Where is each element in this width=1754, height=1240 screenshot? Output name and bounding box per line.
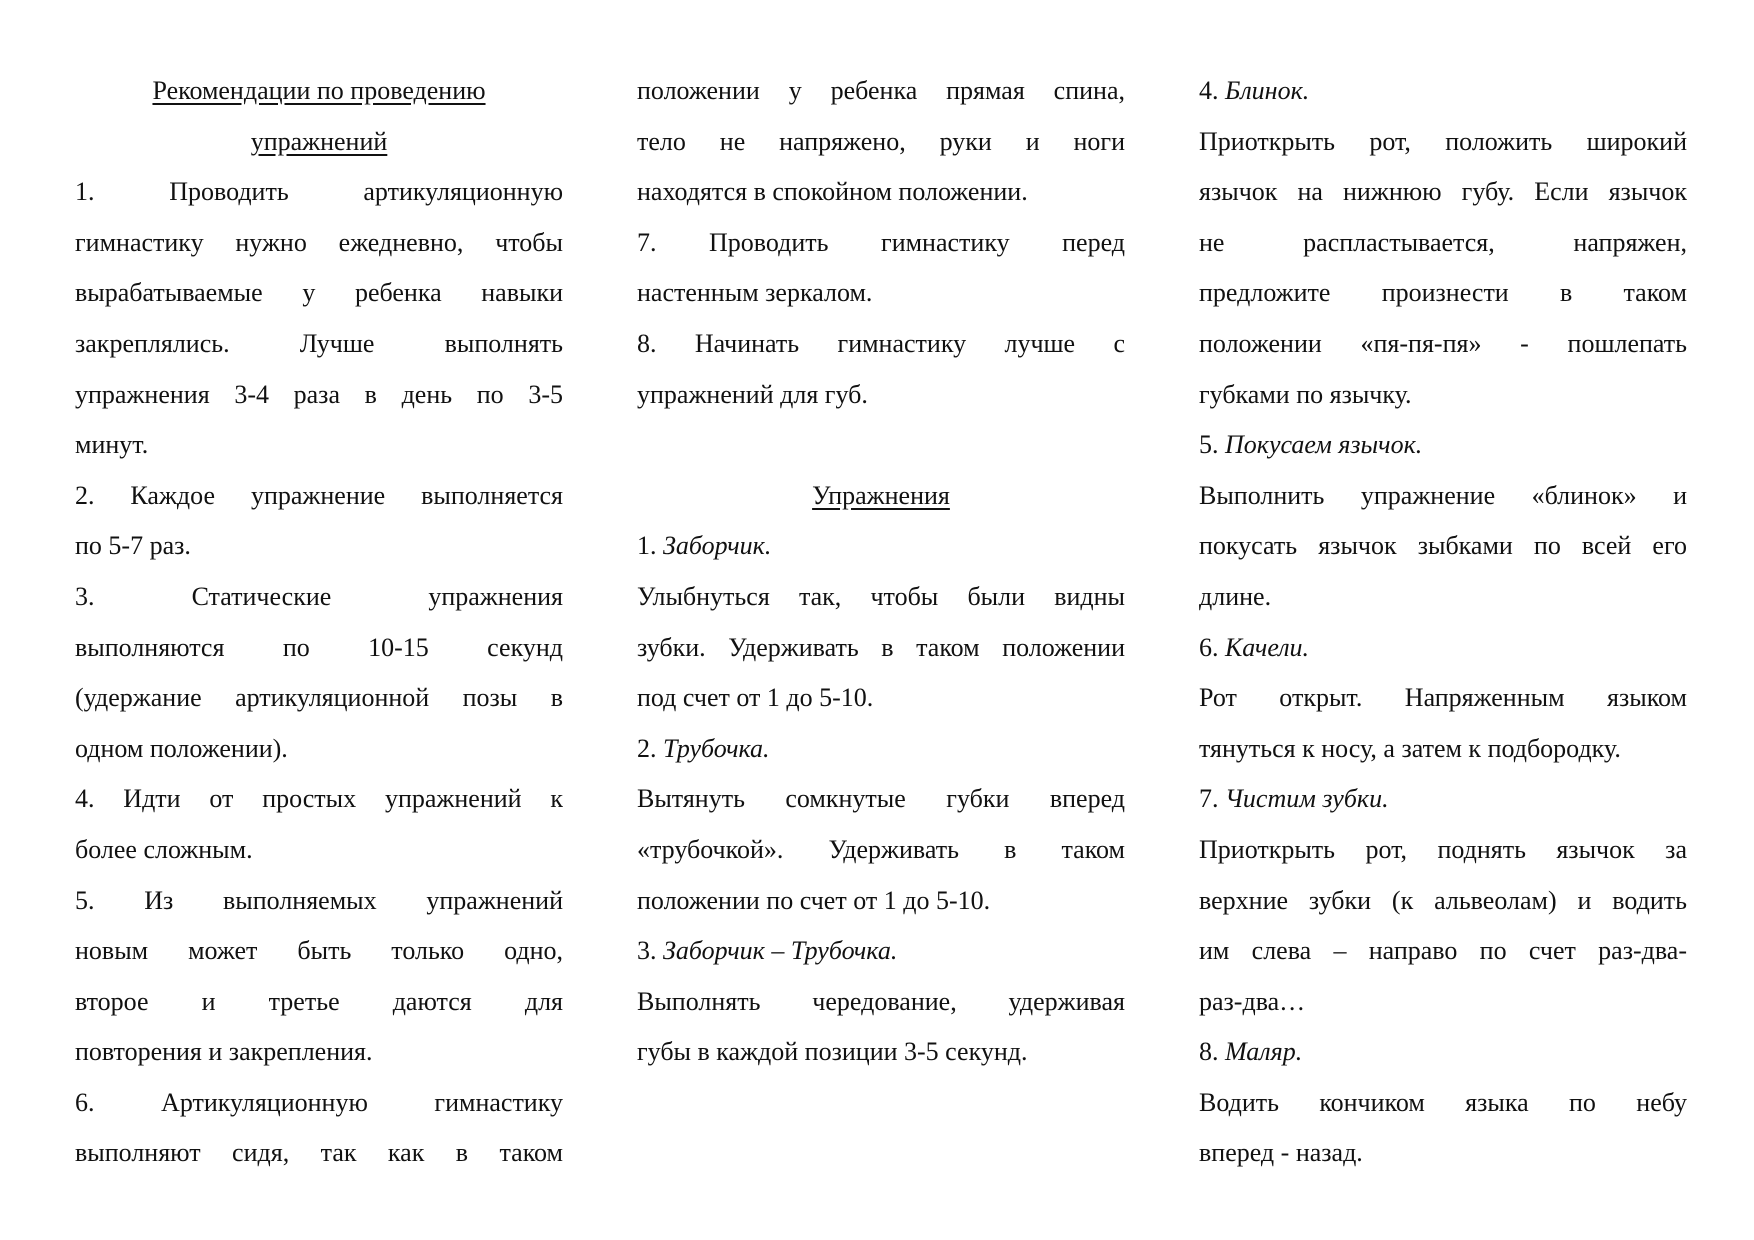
text-line: 6. Артикуляционную гимнастику [75, 1087, 563, 1117]
text-line: тянуться к носу, а затем к подбородку. [1199, 733, 1621, 763]
exercise-number: 5. [1199, 430, 1225, 460]
line [637, 420, 1125, 471]
line [637, 370, 1125, 421]
text-line: Выполнить упражнение «блинок» и [1199, 480, 1687, 510]
text-line: губками по язычку. [1199, 379, 1412, 409]
exercise-title: Блинок. [1225, 76, 1310, 105]
text-line: (удержание артикуляционной позы в [75, 683, 563, 713]
text-line: не распластывается, напряжен, [1199, 227, 1687, 257]
line [1199, 218, 1687, 269]
text-line: 5. Из выполняемых упражнений [75, 885, 563, 915]
line [75, 1027, 563, 1078]
line [637, 774, 1125, 825]
exercise-heading [1199, 774, 1687, 825]
line [75, 268, 563, 319]
text-line: 2. Каждое упражнение выполняется [75, 480, 563, 510]
line [75, 825, 563, 876]
column-exercises-1 [637, 66, 1125, 1078]
line [1199, 117, 1687, 168]
text-line: положении «пя-пя-пя» - пошлепать [1199, 328, 1687, 358]
line [75, 521, 563, 572]
line [1199, 926, 1687, 977]
text-line: 8. Начинать гимнастику лучше с [637, 328, 1125, 358]
line [637, 268, 1125, 319]
line [637, 673, 1125, 724]
exercise-number: 3. [637, 936, 663, 966]
line [1199, 673, 1687, 724]
exercise-title: Качели. [1225, 632, 1310, 662]
exercise-heading [1199, 66, 1687, 117]
line [637, 977, 1125, 1028]
line [75, 167, 563, 218]
text-line: положении у ребенка прямая спина, [637, 76, 1125, 105]
exercise-number: 4. [1199, 76, 1225, 105]
text-line: зубки. Удерживать в таком положении [637, 632, 1125, 662]
text-line: Выполнять чередование, удерживая [637, 986, 1125, 1016]
line [637, 471, 1125, 522]
line [75, 471, 563, 522]
section-heading: Упражнения [812, 480, 950, 510]
line [1199, 1078, 1687, 1129]
column-recommendations [75, 66, 563, 1179]
line [75, 370, 563, 421]
text-line: «трубочкой». Удерживать в таком [637, 834, 1125, 864]
line [75, 1128, 563, 1179]
line [75, 926, 563, 977]
line [1199, 471, 1687, 522]
exercise-title: Покусаем язычок. [1225, 430, 1423, 460]
line [1199, 167, 1687, 218]
line [75, 673, 563, 724]
line [637, 117, 1125, 168]
text-line: одном положении). [75, 733, 288, 763]
text-line: вырабатываемые у ребенка навыки [75, 278, 563, 308]
line [1199, 521, 1687, 572]
line [637, 66, 1125, 117]
line [1199, 319, 1687, 370]
line [637, 1027, 1125, 1078]
line [75, 66, 563, 117]
exercise-number: 7. [1199, 784, 1225, 814]
text-line: Водить кончиком языка по небу [1199, 1087, 1687, 1117]
line [75, 572, 563, 623]
text-line: Рот открыт. Напряженным языком [1199, 683, 1687, 713]
text-line: им слева – направо по счет раз-два- [1199, 936, 1687, 966]
line [75, 623, 563, 674]
text-line: по 5-7 раз. [75, 531, 191, 561]
text-line: Приоткрыть рот, положить широкий [1199, 126, 1687, 156]
section-heading: Рекомендации по проведению [152, 76, 486, 105]
exercise-number: 1. [637, 531, 663, 561]
line [1199, 876, 1687, 927]
text-line: Вытянуть сомкнутые губки вперед [637, 784, 1125, 814]
line [637, 623, 1125, 674]
section-heading: упражнений [250, 126, 388, 156]
text-line: Приоткрыть рот, поднять язычок за [1199, 834, 1687, 864]
exercise-heading [1199, 1027, 1687, 1078]
text-line: гимнастику нужно ежедневно, чтобы [75, 227, 563, 257]
exercise-title: Заборчик – Трубочка. [663, 936, 898, 966]
line [75, 774, 563, 825]
line [637, 218, 1125, 269]
text-line: новым может быть только одно, [75, 936, 563, 966]
line [75, 1078, 563, 1129]
line [75, 724, 563, 775]
line [75, 876, 563, 927]
exercise-number: 2. [637, 733, 663, 763]
exercise-title: Чистим зубки. [1225, 784, 1389, 814]
text-line: находятся в спокойном положении. [637, 177, 1028, 207]
text-line: выполняют сидя, так как в таком [75, 1138, 563, 1168]
text-line: более сложным. [75, 834, 253, 864]
line [1199, 572, 1687, 623]
text-line: губы в каждой позиции 3-5 секунд. [637, 1037, 1028, 1067]
text-line: покусать язычок зыбками по всей его [1199, 531, 1687, 561]
exercise-heading [637, 724, 1125, 775]
text-line: тело не напряжено, руки и ноги [637, 126, 1125, 156]
text-line: минут. [75, 430, 149, 460]
text-line: положении по счет от 1 до 5-10. [637, 885, 991, 915]
line [637, 572, 1125, 623]
exercise-heading [1199, 420, 1687, 471]
exercise-title: Заборчик. [663, 531, 772, 561]
text-line: 4. Идти от простых упражнений к [75, 784, 563, 814]
text-line: второе и третье даются для [75, 986, 563, 1016]
line [1199, 825, 1687, 876]
line [1199, 370, 1687, 421]
text-line: Улыбнуться так, чтобы были видны [637, 581, 1125, 611]
line [1199, 977, 1687, 1028]
exercise-heading [1199, 623, 1687, 674]
exercise-number: 8. [1199, 1037, 1225, 1067]
text-line: повторения и закрепления. [75, 1037, 373, 1067]
text-line: настенным зеркалом. [637, 278, 873, 308]
text-line: 7. Проводить гимнастику перед [637, 227, 1125, 257]
text-line: вперед - назад. [1199, 1138, 1363, 1168]
line [637, 876, 1125, 927]
text-line: язычок на нижнюю губу. Если язычок [1199, 177, 1687, 207]
exercise-title: Трубочка. [663, 733, 770, 763]
text-line: упражнений для губ. [637, 379, 868, 409]
text-line: 1. Проводить артикуляционную [75, 177, 563, 207]
text-line: выполняются по 10-15 секунд [75, 632, 563, 662]
line [1199, 268, 1687, 319]
line [637, 167, 1125, 218]
line [75, 218, 563, 269]
text-line: закреплялись. Лучше выполнять [75, 328, 563, 358]
exercise-number: 6. [1199, 632, 1225, 662]
line [637, 825, 1125, 876]
exercise-heading [637, 521, 1125, 572]
column-exercises-2 [1199, 66, 1687, 1179]
line [637, 319, 1125, 370]
line [75, 319, 563, 370]
text-line: верхние зубки (к альвеолам) и водить [1199, 885, 1687, 915]
line [1199, 1128, 1687, 1179]
exercise-heading [637, 926, 1125, 977]
text-line [637, 430, 644, 459]
text-line: раз-два… [1199, 986, 1306, 1016]
text-line: упражнения 3-4 раза в день по 3-5 [75, 379, 563, 409]
exercise-title: Маляр. [1225, 1037, 1303, 1067]
line [75, 420, 563, 471]
text-line: 3. Статические упражнения [75, 581, 563, 611]
line [1199, 724, 1687, 775]
line [75, 117, 563, 168]
text-line: под счет от 1 до 5-10. [637, 683, 874, 713]
text-line: предложите произнести в таком [1199, 278, 1687, 308]
line [75, 977, 563, 1028]
text-line: длине. [1199, 581, 1272, 611]
